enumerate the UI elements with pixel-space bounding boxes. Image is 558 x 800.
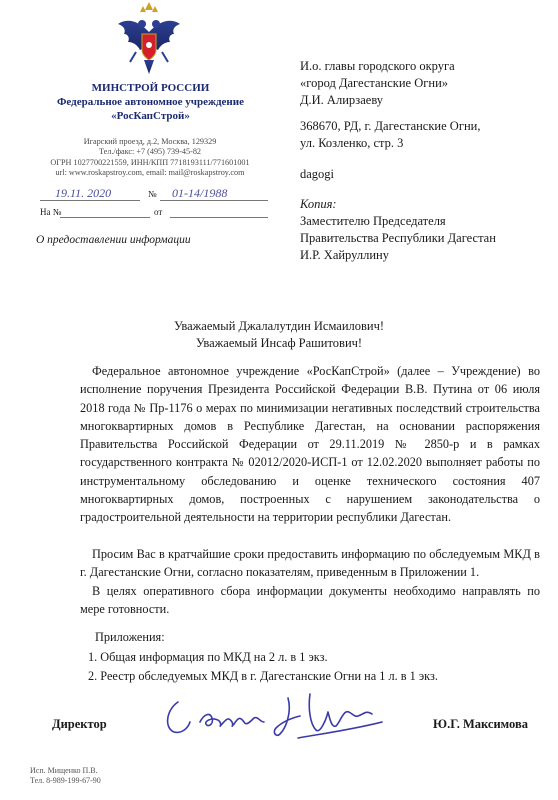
letterhead-institution: [38, 81, 263, 123]
copy-label: Копия:: [300, 197, 337, 211]
addressee-address: [300, 118, 480, 152]
address-line: Игарский проезд, д.2, Москва, 129329: [83, 137, 217, 146]
web-contacts: url: www.roskapstroy.com, email: mail@roskapstroy.com: [55, 167, 245, 177]
address-line: 368670, РД, г. Дагестанские Огни,: [300, 119, 481, 133]
executor-info: [30, 766, 101, 786]
registry-codes: ОГРН 1027700221559, ИНН/КПП 7718193111/771601001: [50, 157, 250, 167]
addressee-line: «город Дагестанские Огни»: [300, 76, 449, 90]
body-paragraph: [80, 545, 540, 582]
phone-line: Тел./факс: +7 (495) 739-45-82: [98, 147, 202, 157]
salutation-line: Уважаемый Инсаф Рашитович!: [195, 336, 363, 350]
executor-phone: Тел. 8-989-199-67-90: [30, 776, 101, 785]
attachment-item: 2. Реестр обследуемых МКД в г. Дагестанские Огни на 1 л. в 1 экз.: [88, 669, 438, 683]
executor-name: Исп. Мищенко П.В.: [30, 766, 98, 775]
attachment-item: 1. Общая информация по МКД на 2 л. в 1 экз.: [88, 650, 328, 664]
institution-type: Федеральное автономное учреждение: [56, 96, 244, 108]
reg-no-line: [60, 217, 150, 218]
reg-from-line: [170, 217, 268, 218]
body-paragraph: [80, 362, 540, 527]
ministry-name: МИНСТРОЙ РОССИИ: [91, 82, 210, 94]
addressee-email: dagogi: [300, 167, 335, 181]
handwritten-signature: [160, 688, 400, 748]
copy-line: И.Р. Хайруллину: [300, 248, 389, 262]
address-line: ул. Козленко, стр. 3: [300, 136, 404, 150]
reg-number: 01-14/1988: [172, 186, 228, 200]
body-paragraph: [80, 582, 540, 619]
paragraph-text: В целях оперативного сбора информации документы необходимо направлять по мере готовности.: [80, 584, 540, 617]
letterhead-contacts: [40, 137, 260, 178]
signatory-position: Директор: [52, 717, 107, 731]
reg-no-label: На №: [40, 207, 62, 217]
coat-of-arms-emblem: [116, 2, 182, 80]
copy-line: Правительства Республики Дагестан: [300, 231, 496, 245]
salutation-line: Уважаемый Джалалутдин Исмаилович!: [173, 319, 385, 333]
addressee-line: И.о. главы городского округа: [300, 59, 455, 73]
paragraph-text: Просим Вас в кратчайшие сроки предоставить информацию по обследуемым МКД в г. Дагестанские Огни, согласно показателям, приведенным в Приложении 1.: [80, 547, 540, 580]
paragraph-text: Федеральное автономное учреждение «РосКапСтрой» (далее – Учреждение) во исполнение поручения Президента Российской Федерации В.В. Путина от 06 июля 2018 года № Пр-1176 о мерах по минимизации негативных последствий строительства многоквартирных домов в Республике Дагестан, на основании распоряжения Правительства Российской Федерации от 29.11.2019 № 2850-р и в рамках государственного контракта № 02012/2020-ИСП-1 от 12.02.2020 выполняет работы по инструментальному обследованию и оценке технического состояния 407 многоквартирных домов, построенных с нарушением законодательства о градостроительной деятельности на территории республики Дагестан.: [80, 364, 540, 525]
reg-date: 19.11. 2020: [55, 186, 112, 200]
copy-line: Заместителю Председателя: [300, 214, 446, 228]
reg-from-label: от: [154, 207, 163, 217]
institution-name: «РосКапСтрой»: [111, 110, 190, 122]
copy-block: [300, 196, 496, 264]
attachments-title: Приложения:: [95, 630, 165, 644]
reg-on-label: №: [148, 189, 157, 199]
salutation: [0, 318, 558, 352]
addressee-line: Д.И. Алирзаеву: [300, 93, 384, 107]
addressee-block: [300, 58, 455, 109]
document-subject: О предоставлении информации: [36, 234, 191, 246]
signatory-name: Ю.Г. Максимова: [433, 717, 528, 731]
